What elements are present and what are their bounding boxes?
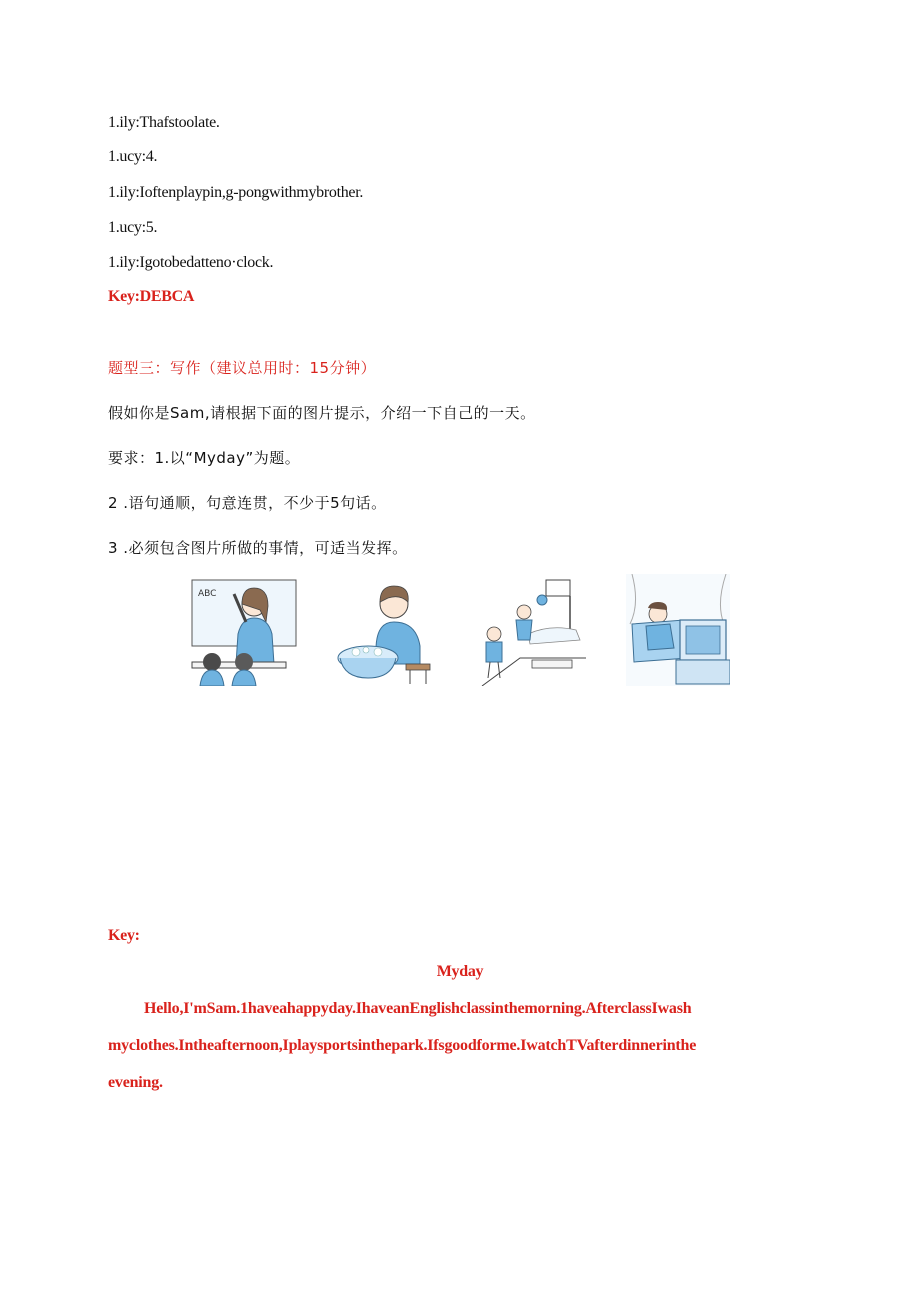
dialogue-line-5: 1.ily:Igotobedatteno·clock. — [108, 254, 274, 271]
requirement-3: 3 .必须包含图片所做的事情，可适当发挥。 — [108, 539, 408, 557]
board-text: ABC — [198, 589, 217, 599]
key-label-2: Key: — [108, 927, 140, 944]
picture-washing-clothes — [336, 574, 436, 686]
picture-watching-tv — [626, 574, 730, 686]
instruction: 假如你是Sam,请根据下面的图片提示，介绍一下自己的一天。 — [108, 404, 536, 422]
dialogue-line-4: 1.ucy:5. — [108, 219, 158, 236]
section-title: 题型三：写作（建议总用时：15分钟） — [108, 359, 377, 377]
requirement-1: 要求：1.以“Myday”为题。 — [108, 449, 301, 467]
dialogue-line-2: 1.ucy:4. — [108, 148, 158, 165]
essay-line-1: Hello,I'mSam.1haveahappyday.IhaveanEnglishclassinthemorning.AfterclassIwash — [144, 1000, 692, 1017]
dialogue-line-3: 1.ily:Ioftenplaypin,g-pongwithmybrother. — [108, 184, 364, 201]
requirement-2: 2 .语句通顺，句意连贯，不少于5句话。 — [108, 494, 387, 512]
key-answer-1: Key:DEBCA — [108, 288, 195, 305]
picture-playing-sports — [480, 574, 588, 686]
essay-title: Myday — [436, 963, 484, 980]
dialogue-line-1: 1.ily:Thafstoolate. — [108, 114, 220, 131]
essay-line-2: myclothes.Intheafternoon,Iplaysportsinthepark.Ifsgoodforme.IwatchTVafterdinnerinthe — [108, 1037, 697, 1054]
picture-english-class — [190, 574, 298, 686]
essay-line-3: evening. — [108, 1074, 163, 1091]
